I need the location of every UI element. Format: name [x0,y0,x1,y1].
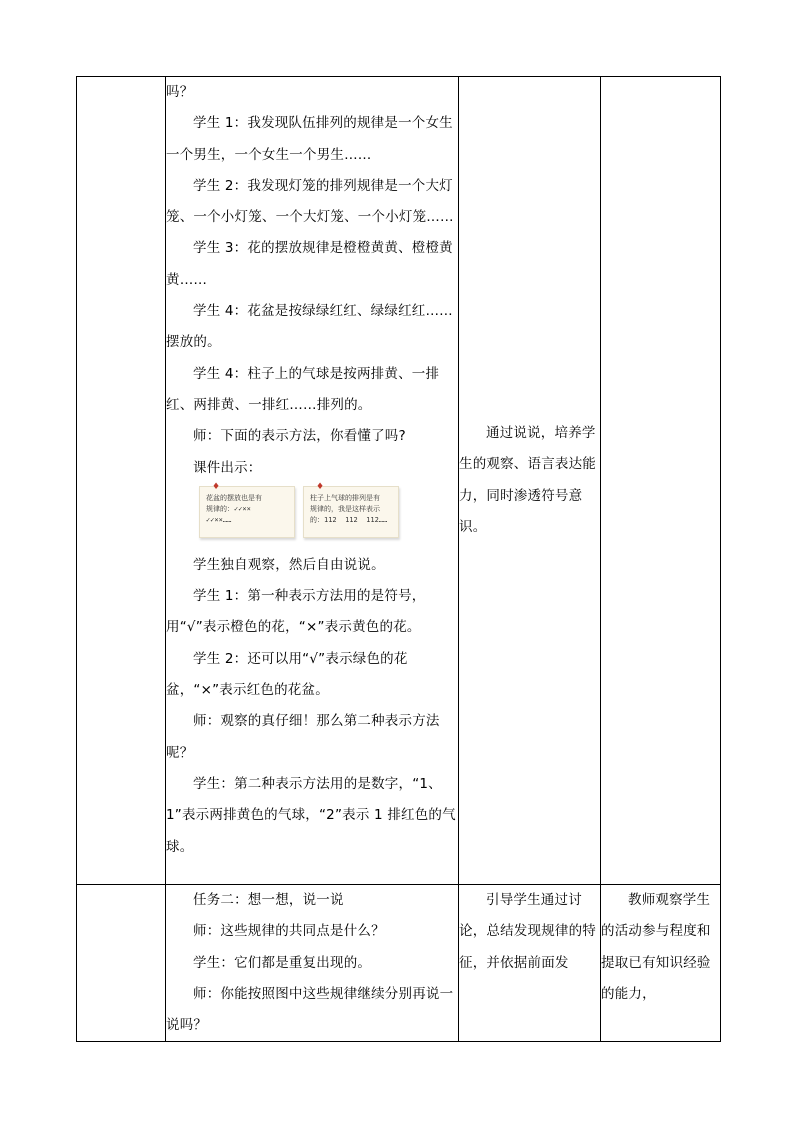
text-line: 课件出示： [193,459,262,476]
table-row [77,77,721,885]
assessment-text: 教师观察学生的活动参与程度和提取已有知识经验的能力， [601,892,711,1002]
teaching-process-cell [166,885,459,1042]
lesson-plan-table [76,76,721,1042]
text-line: 学生 4：柱子上的气球是按两排黄、一排红、两排黄、一排红……排列的。 [166,365,440,413]
text-line: 学生 1：我发现队伍排列的规律是一个女生一个男生，一个女生一个男生…… [166,115,453,163]
design-intent-cell [459,885,601,1042]
design-intent-text: 通过说说，培养学生的观察、语言表达能力，同时渗透符号意识。 [459,424,596,535]
assessment-cell [601,885,721,1042]
text-line: 师：下面的表示方法，你看懂了吗? [193,428,406,445]
pin-icon: ♦ [212,481,221,492]
text-line: 学生 3：花的摆放规律是橙橙黄黄、橙橙黄黄…… [166,240,453,288]
text-line: 吗？ [166,84,194,100]
note-card-text: 花盆的摆放也是有 规律的：✓✓×× ✓✓××…… [206,493,262,524]
text-line: 学生：它们都是重复出现的。 [193,954,372,971]
design-intent-cell [459,77,601,885]
text-line: 学生 2：我发现灯笼的排列规律是一个大灯笼、一个小灯笼、一个大灯笼、一个小灯笼…… [166,177,454,226]
empty-cell [77,77,166,885]
text-line: 学生 1：第一种表示方法用的是符号，用“√”表示橙色的花，“×”表示黄色的花。 [166,588,426,636]
text-line: 师：观察的真仔细！那么第二种表示方法呢？ [166,713,440,761]
text-line: 师：你能按照图中这些规律继续分别再说一说吗？ [166,985,454,1034]
design-intent-text: 引导学生通过讨论，总结发现规律的特征，并依据前面发 [459,892,596,971]
teaching-process-cell [166,77,459,885]
courseware-images [199,481,458,544]
text-line: 学生 2：还可以用“√”表示绿色的花盆，“×”表示红色的花盆。 [166,650,408,699]
text-line: 学生：第二种表示方法用的是数字，“1、1”表示两排黄色的气球，“2”表示 1 排红色的气球。 [166,775,456,855]
text-line: 师：这些规律的共同点是什么？ [193,923,385,940]
note-card-balloons [303,481,399,538]
note-card-text: 柱子上气球的排列是有 规律的，我是这样表示 的：112 112 112…… [310,493,388,524]
text-line: 学生 4：花盆是按绿绿红红、绿绿红红……摆放的。 [166,303,453,351]
pin-icon: ♦ [316,481,325,492]
empty-cell [77,885,166,1042]
empty-cell [601,77,721,885]
text-line: 学生独自观察，然后自由说说。 [193,556,385,573]
table-row [77,885,721,1042]
note-card-flowers [199,481,295,538]
text-line: 任务二：想一想，说一说 [193,892,344,908]
